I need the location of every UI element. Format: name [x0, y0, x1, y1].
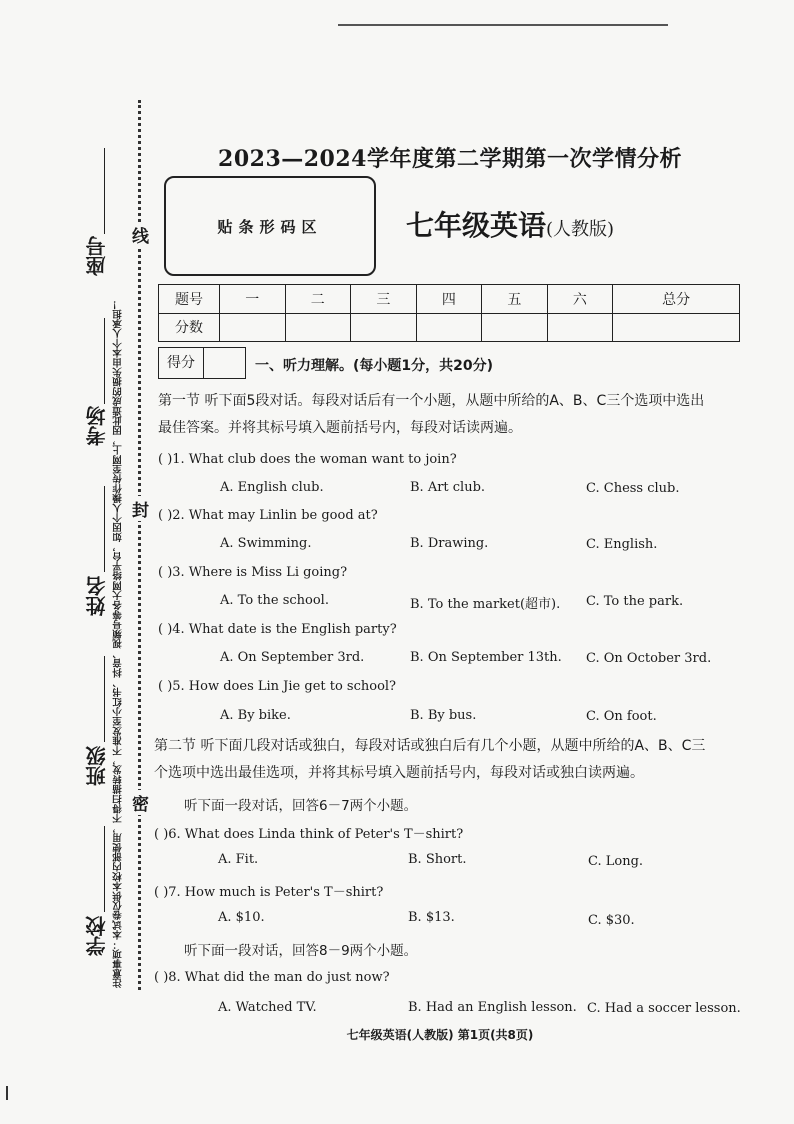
question-stem: ( )8. What did the man do just now?: [154, 970, 390, 985]
option-c: C. Long.: [588, 854, 644, 869]
score-table-cell: 五: [482, 285, 548, 314]
part-score-input[interactable]: [204, 348, 245, 378]
scan-edge-mark: [6, 1086, 8, 1100]
option-b: B. Drawing.: [410, 536, 489, 551]
score-table-header-row: [159, 285, 740, 314]
section1-line2: 最佳答案。并将其标号填入题前括号内，每段对话读两遍。: [158, 420, 522, 436]
exam-room-blank: [104, 318, 105, 404]
part-score-label: 得分: [159, 348, 204, 378]
part-heading: 一、听力理解。(每小题1分，共20分): [255, 358, 494, 374]
name-blank: [104, 486, 105, 572]
option-a: A. To the school.: [220, 593, 329, 608]
score-table-score-row: [159, 313, 740, 342]
option-b: B. By bus.: [410, 708, 477, 723]
option-a: A. Watched TV.: [218, 1000, 317, 1015]
score-table-cell: 二: [285, 285, 351, 314]
score-input-cell[interactable]: [547, 313, 613, 342]
option-b: B. On September 13th.: [410, 650, 562, 665]
subject-title: [406, 204, 614, 244]
question-stem: ( )1. What club does the woman want to join?: [158, 452, 457, 467]
part-score-box: [158, 347, 246, 379]
score-input-cell[interactable]: [285, 313, 351, 342]
label-exam-room: 考场: [85, 406, 109, 446]
instruction-6-7: 听下面一段对话，回答6－7两个小题。: [184, 798, 418, 814]
score-input-cell[interactable]: [613, 313, 740, 342]
barcode-area: [164, 176, 376, 276]
label-class: 班级: [85, 746, 109, 786]
section2-line1: 第二节 听下面几段对话或独白，每段对话或独白后有几个小题，从题中所给的A、B、C三: [154, 738, 706, 754]
question-stem: ( )3. Where is Miss Li going?: [158, 565, 348, 580]
exam-title: 2023—2024学年度第二学期第一次学情分析: [218, 146, 682, 172]
option-b: B. $13.: [408, 910, 455, 925]
question-stem: ( )4. What date is the English party?: [158, 622, 397, 637]
question-stem: ( )7. How much is Peter's T－shirt?: [154, 885, 384, 900]
score-table-cell: 三: [351, 285, 417, 314]
option-b: B. Art club.: [410, 480, 486, 495]
section1-instructions: [158, 388, 748, 442]
option-c: C. Had a soccer lesson.: [587, 1001, 741, 1016]
option-c: C. English.: [586, 537, 658, 552]
label-seat-number: 座号: [85, 236, 109, 276]
option-c: C. To the park.: [586, 594, 684, 609]
section1-line1: 第一节 听下面5段对话。每段对话后有一个小题，从题中所给的A、B、C三个选项中选出: [158, 393, 705, 409]
option-a: A. By bike.: [220, 708, 291, 723]
score-input-cell[interactable]: [482, 313, 548, 342]
score-table: [158, 284, 740, 342]
question-stem: ( )2. What may Linlin be good at?: [158, 508, 378, 523]
question-stem: ( )5. How does Lin Jie get to school?: [158, 679, 397, 694]
page-footer: 七年级英语(人教版) 第1页(共8页): [346, 1028, 534, 1042]
notice-text: 注意事项：本试卷仅供本校内部使用，不得扫描转发，不准发至小红书、抖音、视频号等各大网络平台，如因个人操作传至网上，因此造成的损失由本个人承担！: [113, 299, 124, 988]
barcode-area-label: 贴条形码区: [217, 217, 323, 236]
score-table-cell: 总分: [613, 285, 740, 314]
label-school: 学校: [85, 916, 109, 956]
score-input-cell[interactable]: [416, 313, 482, 342]
option-a: A. On September 3rd.: [220, 650, 365, 665]
option-b: B. To the market(超市).: [410, 597, 561, 612]
section2-instructions: [154, 733, 750, 787]
option-a: A. English club.: [220, 480, 324, 495]
class-blank: [104, 656, 105, 742]
score-input-cell[interactable]: [351, 313, 417, 342]
option-c: C. On foot.: [586, 709, 657, 724]
school-blank: [104, 826, 105, 912]
option-b: B. Had an English lesson.: [408, 1000, 577, 1015]
score-table-cell: 一: [220, 285, 286, 314]
subject-name: 七年级英语: [406, 209, 547, 242]
score-table-cell: 题号: [159, 285, 220, 314]
seal-char-feng: 封: [132, 496, 149, 521]
option-c: C. $30.: [588, 913, 635, 928]
seat-number-blank: [104, 148, 105, 234]
top-rule: [338, 24, 668, 26]
score-table-cell: 分数: [159, 313, 220, 342]
score-input-cell[interactable]: [220, 313, 286, 342]
question-stem: ( )6. What does Linda think of Peter's T－shirt?: [154, 827, 464, 842]
option-b: B. Short.: [408, 852, 467, 867]
instruction-8-9: 听下面一段对话，回答8－9两个小题。: [184, 943, 418, 959]
option-c: C. Chess club.: [586, 481, 680, 496]
option-a: A. $10.: [218, 910, 265, 925]
option-a: A. Swimming.: [220, 536, 312, 551]
score-table-cell: 六: [547, 285, 613, 314]
score-table-cell: 四: [416, 285, 482, 314]
subject-edition: (人教版): [546, 219, 615, 240]
seal-char-xian: 线: [132, 222, 149, 247]
option-c: C. On October 3rd.: [586, 651, 712, 666]
option-a: A. Fit.: [218, 852, 259, 867]
section2-line2: 个选项中选出最佳选项，并将其标号填入题前括号内，每段对话或独白读两遍。: [154, 765, 644, 781]
seal-char-mi: 密: [132, 790, 149, 815]
label-name: 姓名: [85, 576, 109, 616]
